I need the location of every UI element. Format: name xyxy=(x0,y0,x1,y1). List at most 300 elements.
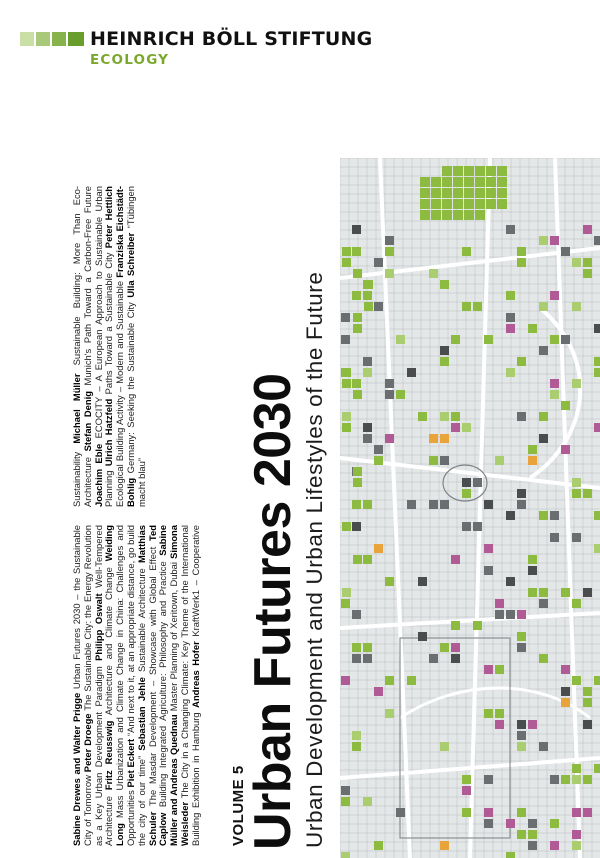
map-marker-square xyxy=(451,654,460,663)
map-marker-square xyxy=(561,335,570,344)
map-marker-square xyxy=(561,687,570,696)
map-marker-square xyxy=(451,335,460,344)
map-marker-square xyxy=(583,269,592,278)
foundation-logo xyxy=(20,28,373,78)
cover-subtitle: Urban Development and Urban Lifestyles of the Future xyxy=(302,271,327,848)
map-marker-square xyxy=(583,489,592,498)
toc-title: Mass Urbanization and Climate Change in China: Challenges and Opportunities xyxy=(114,525,136,846)
map-marker-square xyxy=(385,709,394,718)
map-marker-square xyxy=(352,742,361,751)
toc-author: Sabine Müller and Andreas Quednau xyxy=(157,525,180,846)
map-marker-square xyxy=(594,544,600,553)
map-marker-square xyxy=(484,335,493,344)
map-marker-square xyxy=(528,445,537,454)
map-marker-square xyxy=(342,368,351,377)
toc-title: The Masdar Development – Showcase with Global Effect xyxy=(146,540,158,812)
map-marker-square xyxy=(342,588,351,597)
map-marker-square xyxy=(594,511,600,520)
map-marker-square xyxy=(352,643,361,652)
map-marker-square xyxy=(363,291,372,300)
map-marker-square xyxy=(462,423,471,432)
map-marker-square xyxy=(440,357,449,366)
map-marker-square xyxy=(385,577,394,586)
toc-author: Ulrich Hatzfeld xyxy=(103,398,115,467)
map-marker-square xyxy=(517,808,526,817)
map-marker-square xyxy=(385,390,394,399)
map-park-square xyxy=(497,166,507,176)
map-marker-square xyxy=(440,280,449,289)
map-marker-square xyxy=(572,533,581,542)
logo-square-1 xyxy=(20,32,34,46)
map-marker-square xyxy=(353,269,362,278)
map-marker-square xyxy=(363,434,372,443)
map-marker-square xyxy=(374,302,383,311)
map-marker-square xyxy=(363,797,372,806)
toc-author: Joachim Eble xyxy=(92,443,104,507)
map-marker-square xyxy=(583,720,592,729)
map-marker-square xyxy=(517,247,526,256)
map-marker-square xyxy=(352,731,361,740)
map-marker-square xyxy=(517,489,526,498)
map-park-square xyxy=(486,188,496,198)
toc-author: Piet Eckert xyxy=(124,738,136,788)
map-marker-square xyxy=(342,423,351,432)
map-park-square xyxy=(420,188,430,198)
map-park-square xyxy=(453,177,463,187)
map-marker-square xyxy=(462,247,471,256)
map-marker-square xyxy=(451,555,460,564)
map-marker-square xyxy=(572,808,581,817)
city-map-image xyxy=(340,158,600,858)
map-marker-square xyxy=(539,434,548,443)
map-marker-square xyxy=(572,258,581,267)
map-marker-square xyxy=(583,775,592,784)
map-park-square xyxy=(475,177,485,187)
map-marker-square xyxy=(396,390,405,399)
map-marker-square xyxy=(462,478,471,487)
map-marker-square xyxy=(506,291,515,300)
map-marker-square xyxy=(550,335,559,344)
map-marker-square xyxy=(429,434,438,443)
map-marker-square xyxy=(473,478,482,487)
map-marker-square xyxy=(495,720,504,729)
map-marker-square xyxy=(374,445,383,454)
map-park-square xyxy=(475,188,485,198)
map-park-square xyxy=(464,199,474,209)
map-marker-square xyxy=(550,775,559,784)
map-marker-square xyxy=(517,412,526,421)
cover-title: Urban Futures 2030 xyxy=(244,373,302,850)
map-marker-square xyxy=(572,379,581,388)
map-marker-square xyxy=(572,599,581,608)
map-marker-square xyxy=(451,423,460,432)
map-park-square xyxy=(442,199,452,209)
map-marker-square xyxy=(528,720,537,729)
map-marker-square xyxy=(550,841,559,850)
map-marker-square xyxy=(572,489,581,498)
map-marker-square xyxy=(440,412,449,421)
map-marker-square xyxy=(364,280,373,289)
map-marker-square xyxy=(594,324,600,333)
map-marker-square xyxy=(353,313,362,322)
map-marker-square xyxy=(440,742,449,751)
logo-square-4 xyxy=(68,32,84,46)
map-marker-square xyxy=(473,621,482,630)
map-marker-square xyxy=(528,324,537,333)
map-marker-square xyxy=(539,236,548,245)
map-marker-square xyxy=(418,412,427,421)
map-marker-square xyxy=(539,412,548,421)
map-marker-square xyxy=(462,522,471,531)
map-park-square xyxy=(453,199,463,209)
toc-author: Peter Hettlich xyxy=(103,185,115,249)
map-marker-square xyxy=(341,852,350,858)
map-marker-square xyxy=(353,390,362,399)
toc-title: Building Integrated Agriculture: Philosophy and Practice xyxy=(157,555,169,813)
map-marker-square xyxy=(572,478,581,487)
map-marker-square xyxy=(451,412,460,421)
map-street xyxy=(380,158,410,858)
map-marker-square xyxy=(407,368,416,377)
map-marker-square xyxy=(364,302,373,311)
map-marker-square xyxy=(550,236,559,245)
map-marker-square xyxy=(484,665,493,674)
map-marker-square xyxy=(561,775,570,784)
map-marker-square xyxy=(353,467,362,476)
logo-square-2 xyxy=(36,32,50,46)
map-marker-square xyxy=(561,445,570,454)
map-marker-square xyxy=(561,401,570,410)
toc-author: Weiding Long xyxy=(103,524,126,846)
map-park-square xyxy=(442,166,452,176)
map-marker-square xyxy=(583,698,592,707)
map-marker-square xyxy=(484,808,493,817)
toc-author: Ulla Schreiber xyxy=(124,232,136,298)
map-marker-square xyxy=(352,291,361,300)
map-park-square xyxy=(475,199,485,209)
map-marker-square xyxy=(528,819,537,828)
map-marker-square xyxy=(341,797,350,806)
map-marker-square xyxy=(429,500,438,509)
toc-author: Fritz Reusswig xyxy=(103,720,115,791)
map-marker-square xyxy=(484,500,493,509)
map-marker-square xyxy=(517,720,526,729)
toc-title: Paths Toward a Sustainable City xyxy=(103,248,115,399)
map-marker-square xyxy=(363,357,372,366)
map-park-square xyxy=(486,177,496,187)
map-marker-square xyxy=(561,247,570,256)
map-marker-square xyxy=(462,302,471,311)
map-marker-square xyxy=(363,654,372,663)
map-marker-square xyxy=(528,830,537,839)
map-marker-square xyxy=(583,687,592,696)
map-marker-square xyxy=(506,852,515,858)
map-marker-square xyxy=(583,588,592,597)
map-marker-square xyxy=(341,335,350,344)
map-marker-square xyxy=(440,434,449,443)
map-park-square xyxy=(453,166,463,176)
map-park-square xyxy=(497,177,507,187)
map-marker-square xyxy=(342,258,351,267)
toc-title: Sustainable Building: More Than Eco-Architecture xyxy=(71,186,93,507)
map-park-square xyxy=(464,177,474,187)
map-marker-square xyxy=(539,302,548,311)
map-marker-square xyxy=(572,302,581,311)
toc-title: Sustainable Architecture xyxy=(135,563,147,678)
map-marker-square xyxy=(353,555,362,564)
map-marker-square xyxy=(352,225,361,234)
map-marker-square xyxy=(539,346,548,355)
map-marker-square xyxy=(572,764,581,773)
toc-title: The City in a Changing Climate: Key Theme of the International Building Exhibition in Hamburg xyxy=(178,525,201,846)
map-marker-square xyxy=(594,676,600,685)
map-marker-square xyxy=(374,456,383,465)
map-marker-square xyxy=(550,533,559,542)
map-marker-square xyxy=(517,500,526,509)
map-marker-square xyxy=(342,522,351,531)
map-marker-square xyxy=(506,511,515,520)
map-marker-square xyxy=(495,610,504,619)
map-marker-square xyxy=(473,302,482,311)
map-marker-square xyxy=(440,346,449,355)
map-marker-square xyxy=(462,489,471,498)
map-marker-square xyxy=(594,423,600,432)
map-marker-square xyxy=(528,841,537,850)
toc-author: Matthias Schuler xyxy=(135,524,158,846)
map-marker-square xyxy=(539,588,548,597)
map-marker-square xyxy=(385,236,394,245)
toc-title: Ecological Building Activity – Modern and Sustainable xyxy=(114,277,126,507)
map-park-square xyxy=(464,166,474,176)
map-marker-square xyxy=(363,643,372,652)
map-park-square xyxy=(442,188,452,198)
toc-author: Simona Weisleder xyxy=(168,525,190,846)
map-marker-square xyxy=(484,709,493,718)
map-park-square xyxy=(486,166,496,176)
map-marker-square xyxy=(506,577,515,586)
map-marker-square xyxy=(517,830,526,839)
map-marker-square xyxy=(429,654,438,663)
map-marker-square xyxy=(561,665,570,674)
map-marker-square xyxy=(583,808,592,817)
map-marker-square xyxy=(572,830,581,839)
map-marker-square xyxy=(385,434,394,443)
map-marker-square xyxy=(572,841,581,850)
map-marker-square xyxy=(550,291,559,300)
map-park-square xyxy=(475,166,485,176)
map-marker-square xyxy=(341,599,350,608)
map-marker-square xyxy=(353,324,362,333)
map-marker-square xyxy=(506,368,515,377)
map-park-square xyxy=(431,210,441,220)
map-park-square xyxy=(431,199,441,209)
map-marker-square xyxy=(583,225,592,234)
map-park-square xyxy=(497,188,507,198)
map-marker-square xyxy=(352,522,361,531)
toc-author: Franziska Eichstädt-Bohlig xyxy=(114,186,136,507)
map-marker-square xyxy=(451,643,460,652)
map-marker-square xyxy=(539,511,548,520)
map-marker-square xyxy=(594,764,600,773)
map-marker-square xyxy=(462,775,471,784)
map-marker-square xyxy=(517,643,526,652)
map-marker-square xyxy=(484,544,493,553)
map-marker-square xyxy=(517,258,526,267)
map-marker-square xyxy=(517,731,526,740)
map-marker-square xyxy=(341,786,350,795)
map-marker-square xyxy=(550,511,559,520)
map-park-square xyxy=(420,199,430,209)
map-marker-square xyxy=(341,676,350,685)
map-marker-square xyxy=(440,456,449,465)
map-marker-square xyxy=(495,665,504,674)
map-marker-square xyxy=(594,236,600,245)
map-marker-square xyxy=(517,632,526,641)
map-marker-square xyxy=(528,588,537,597)
volume-label: VOLUME 5 xyxy=(230,765,247,846)
map-marker-square xyxy=(462,808,471,817)
map-marker-square xyxy=(517,610,526,619)
map-marker-square xyxy=(561,698,570,707)
map-marker-square xyxy=(352,500,361,509)
toc-author: Andreas Hofer xyxy=(189,641,201,708)
map-marker-square xyxy=(352,379,361,388)
toc-title: The Sustainable City: the Energy Revolution as a Key Urban Development Paradigm xyxy=(81,525,104,846)
map-marker-square xyxy=(528,456,537,465)
map-marker-square xyxy=(385,379,394,388)
map-park-square xyxy=(486,199,496,209)
map-park-square xyxy=(420,210,430,220)
map-marker-square xyxy=(363,555,372,564)
map-marker-square xyxy=(517,742,526,751)
toc-title: Architecture and Climate Change xyxy=(103,561,115,721)
map-marker-square xyxy=(495,599,504,608)
toc-title: Well-Tempered Architecture xyxy=(92,525,115,846)
map-marker-square xyxy=(342,379,351,388)
map-marker-square xyxy=(374,258,383,267)
city-map-graphic xyxy=(340,158,600,858)
map-park-square xyxy=(497,199,507,209)
map-marker-square xyxy=(517,357,526,366)
map-marker-square xyxy=(418,632,427,641)
map-park-square xyxy=(442,210,452,220)
map-park-square xyxy=(464,188,474,198)
map-marker-square xyxy=(385,676,394,685)
map-marker-square xyxy=(352,610,361,619)
map-marker-square xyxy=(385,269,394,278)
map-marker-square xyxy=(374,544,383,553)
map-marker-square xyxy=(539,742,548,751)
map-marker-square xyxy=(506,610,515,619)
toc-title: “Tübingen macht blau” xyxy=(124,186,147,507)
map-marker-square xyxy=(594,357,600,366)
map-marker-square xyxy=(353,478,362,487)
toc-author: Ted Caplow xyxy=(146,525,169,846)
toc-author: Michael Müller xyxy=(71,373,82,444)
toc-title: Urban Futures 2030 – the Sustainable City of Tomorrow xyxy=(71,524,93,846)
map-marker-square xyxy=(528,566,537,575)
map-park-square xyxy=(453,210,463,220)
map-marker-square xyxy=(396,808,405,817)
map-marker-square xyxy=(341,313,350,322)
logo-square-3 xyxy=(52,32,66,46)
toc-author: Stefan Denig xyxy=(81,391,93,452)
map-marker-square xyxy=(550,819,559,828)
map-marker-square xyxy=(506,324,515,333)
map-marker-square xyxy=(484,819,493,828)
map-marker-square xyxy=(363,500,372,509)
map-marker-square xyxy=(495,456,504,465)
map-park-square xyxy=(420,177,430,187)
map-marker-square xyxy=(451,621,460,630)
map-marker-square xyxy=(550,390,559,399)
map-park-square xyxy=(431,177,441,187)
map-marker-square xyxy=(363,368,372,377)
toc-title: ECOCITY – A European Approach to Sustainable Urban Planning xyxy=(92,186,115,507)
map-marker-square xyxy=(561,588,570,597)
map-marker-square xyxy=(594,368,600,377)
toc-author: Sebastian Jehle xyxy=(135,677,147,751)
toc-title: Germany: Seeking the Sustainable City xyxy=(124,297,136,478)
map-marker-square xyxy=(539,599,548,608)
map-marker-square xyxy=(583,258,592,267)
map-park-square xyxy=(464,210,474,220)
map-marker-square xyxy=(495,709,504,718)
map-marker-square xyxy=(528,555,537,564)
map-marker-square xyxy=(407,500,416,509)
map-marker-square xyxy=(550,379,559,388)
map-park-square xyxy=(475,210,485,220)
map-park-square xyxy=(442,177,452,187)
map-marker-square xyxy=(506,819,515,828)
map-marker-square xyxy=(374,841,383,850)
map-park-square xyxy=(453,188,463,198)
map-marker-square xyxy=(484,775,493,784)
map-marker-square xyxy=(506,225,515,234)
map-marker-square xyxy=(352,654,361,663)
map-marker-square xyxy=(385,247,394,256)
map-marker-square xyxy=(539,654,548,663)
toc-author: Philipp Oswalt xyxy=(92,593,104,661)
map-marker-square xyxy=(342,247,351,256)
map-marker-square xyxy=(440,500,449,509)
map-marker-square xyxy=(429,269,438,278)
map-park-square xyxy=(431,188,441,198)
map-marker-square xyxy=(429,456,438,465)
map-marker-square xyxy=(572,676,581,685)
toc-title: Master Planning of Xeritown, Dubai xyxy=(168,558,180,715)
brand-subtitle: ECOLOGY xyxy=(90,52,170,68)
map-marker-square xyxy=(473,522,482,531)
map-marker-square xyxy=(572,775,581,784)
toc-title: KraftWerk1 – Cooperative Sustainability xyxy=(71,443,201,642)
map-marker-square xyxy=(440,643,449,652)
map-marker-square xyxy=(418,577,427,586)
map-marker-square xyxy=(440,841,449,850)
map-marker-square xyxy=(363,423,372,432)
map-marker-square xyxy=(506,313,515,322)
map-marker-square xyxy=(342,412,351,421)
map-marker-square xyxy=(396,335,405,344)
cover-text-column xyxy=(0,158,340,858)
map-marker-square xyxy=(352,247,361,256)
table-of-contents xyxy=(72,186,202,846)
map-marker-square xyxy=(407,676,416,685)
map-marker-square xyxy=(374,687,383,696)
map-marker-square xyxy=(462,786,471,795)
map-park-outline xyxy=(400,638,510,838)
toc-title: Munich's Path Toward a Carbon-Free Future xyxy=(81,186,93,392)
